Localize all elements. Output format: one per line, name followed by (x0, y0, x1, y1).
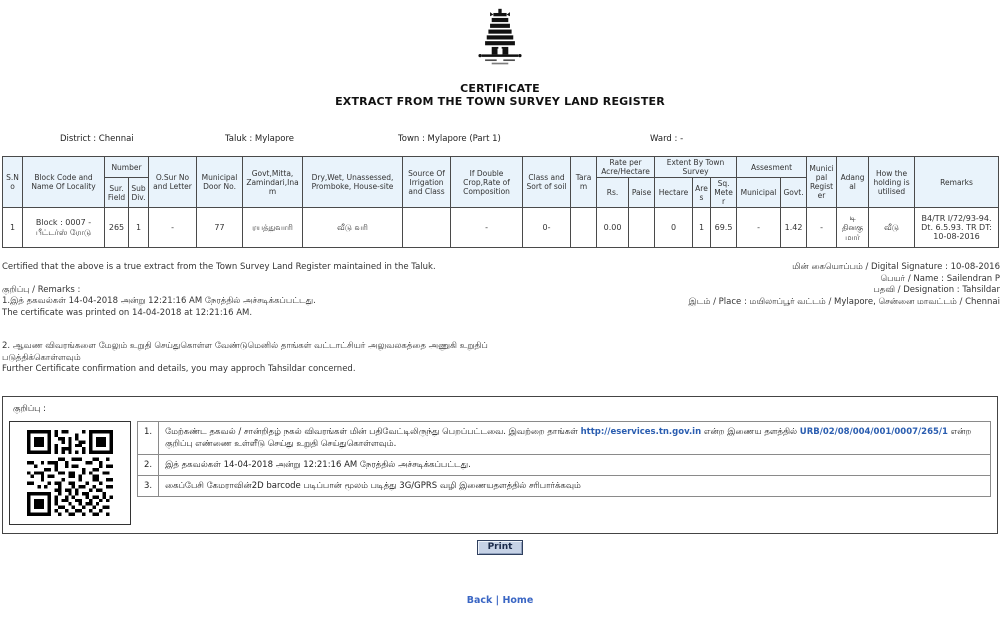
signatory-place-line: இடம் / Place : மயிலாப்பூர் வட்டம் / Mylapore, சென்னை மாவட்டம் / Chennai (688, 296, 1000, 307)
col-header-extent: Extent By Town Survey (655, 157, 737, 178)
cell-adangal (837, 208, 869, 248)
col-header-rate: Rate per Acre/Hectare (597, 157, 655, 178)
cell-adangal-line1: டி (849, 212, 856, 222)
cell-paise (629, 208, 655, 248)
cell-remarks: B4/TR I/72/93-94. Dt. 6.5.93. TR DT: 10-08-2016 (915, 208, 999, 248)
note-1-part3: என்ற குறிப்பு எண்ணை உள்ளீடு செய்து உறுதி செய்துகொள்ளவும். (165, 426, 972, 449)
cell-mun-register: - (807, 208, 837, 248)
cell-sub-div: 1 (129, 208, 149, 248)
nav-separator: | (495, 594, 500, 606)
col-header-block: Block Code and Name Of Locality (23, 157, 105, 208)
cell-dry: வீடு வரி (303, 208, 403, 248)
signature-block (689, 262, 1000, 308)
note-1-part1: மேற்கண்ட தகவல் / சான்றிதழ் நகல் விவரங்கள் மின் பதிவேட்டிலிருந்து பெறப்பட்டவை. இவற்றை தாங்கள் (165, 426, 581, 437)
col-header-paise: Paise (629, 178, 655, 208)
nav-links (0, 595, 1000, 606)
col-header-number: Number (105, 157, 149, 178)
cell-adangal-line2: தினகுமார் (841, 222, 864, 242)
cell-govt2: 1.42 (781, 208, 807, 248)
home-link[interactable]: Home (502, 594, 534, 606)
page-header (0, 8, 1000, 66)
notes-box (2, 396, 998, 534)
qr-code-frame (9, 421, 131, 525)
cell-block-line2: பீட்டர்ஸ் ரோடு (35, 227, 92, 237)
col-header-sur-field: Sur. Field (105, 178, 129, 208)
remarks-label: குறிப்பு / Remarks : (2, 284, 81, 295)
col-header-govt2: Govt. (781, 178, 807, 208)
cell-govt: ரயத்துவாரி (243, 208, 303, 248)
cell-sno: 1 (3, 208, 23, 248)
confirm-note-english: Further Certificate confirmation and details, you may approch Tahsildar concerned. (2, 364, 356, 374)
town-value: Town : Mylapore (Part 1) (398, 134, 501, 144)
eservices-url-link[interactable]: http://eservices.tn.gov.in (580, 426, 702, 437)
cell-osur: - (149, 208, 197, 248)
print-row (0, 540, 1000, 555)
certification-section (0, 262, 1000, 376)
cell-block-line1: Block : 0007 - (35, 217, 92, 227)
cell-block (23, 208, 105, 248)
certificate-title: CERTIFICATE (460, 82, 540, 95)
col-header-govt: Govt,Mitta, Zamindari,Inam (243, 157, 303, 208)
qr-code (27, 427, 113, 519)
certificate-subtitle: EXTRACT FROM THE TOWN SURVEY LAND REGISTER (335, 95, 665, 108)
col-header-adangal: Adangal (837, 157, 869, 208)
tn-government-emblem (475, 8, 525, 66)
back-link[interactable]: Back (466, 594, 493, 606)
signatory-designation-line: பதவி / Designation : Tahsildar (873, 285, 1000, 295)
col-header-sub-div: Sub Div. (129, 178, 149, 208)
district-value: District : Chennai (60, 134, 134, 144)
note-2-number: 2. (138, 454, 159, 475)
table-row (3, 208, 999, 248)
notes-title: குறிப்பு : (13, 403, 47, 414)
col-header-irrigation: Source Of Irrigation and Class (403, 157, 451, 208)
col-header-soil: Class and Sort of soil (523, 157, 571, 208)
notes-list (137, 421, 991, 497)
cell-municipal: - (737, 208, 781, 248)
cell-rs: 0.00 (597, 208, 629, 248)
cell-soil: 0- (523, 208, 571, 248)
cell-door: 77 (197, 208, 243, 248)
note-row-3 (138, 475, 991, 496)
cell-double-crop: - (451, 208, 523, 248)
cell-irrigation (403, 208, 451, 248)
col-header-mun-register: Municipal Register (807, 157, 837, 208)
note-1-text (159, 421, 991, 454)
col-header-taram: Taram (571, 157, 597, 208)
printed-note-english: The certificate was printed on 14-04-2018 at 12:21:16 AM. (2, 307, 253, 318)
ward-value: Ward : - (650, 134, 684, 144)
cell-sur-field: 265 (105, 208, 129, 248)
certified-statement: Certified that the above is a true extract from the Town Survey Land Register maintained in the Taluk. (2, 262, 436, 272)
location-meta-row (0, 134, 1000, 146)
note-1-number: 1. (138, 421, 159, 454)
col-header-osur: O.Sur No and Letter (149, 157, 197, 208)
land-register-table (2, 156, 999, 248)
col-header-dry: Dry,Wet, Unassessed, Promboke, House-site (303, 157, 403, 208)
note-3-number: 3. (138, 475, 159, 496)
col-header-assessment: Assesment (737, 157, 807, 178)
col-header-hectare: Hectare (655, 178, 693, 208)
col-header-remarks: Remarks (915, 157, 999, 208)
col-header-sqm: Sq. Meter (711, 178, 737, 208)
cell-holding: வீடு (869, 208, 915, 248)
cell-taram (571, 208, 597, 248)
print-button[interactable]: Print (477, 540, 524, 555)
col-header-holding: How the holding is utilised (869, 157, 915, 208)
note-row-1 (138, 421, 991, 454)
cell-ares: 1 (693, 208, 711, 248)
note-row-2 (138, 454, 991, 475)
col-header-sno: S.No (3, 157, 23, 208)
note-3-text: கைப்பேசி கேமராவின்2D barcode படிப்பான் மூலம் படித்து 3G/GPRS வழி இணையதளத்தில் சரிபார்க்கவும் (159, 475, 991, 496)
col-header-double-crop: If Double Crop,Rate of Composition (451, 157, 523, 208)
confirm-note-tamil-1: 2. ஆவண விவரங்களை மேலும் உறுதி செய்துகொள்ள வேண்டுமெனில் தாங்கள் வட்டாட்சியர் அலுவலகத்தை அணுகி உறுதிப் (2, 341, 488, 351)
col-header-ares: Ares (693, 178, 711, 208)
taluk-value: Taluk : Mylapore (225, 134, 295, 144)
cell-sqm: 69.5 (711, 208, 737, 248)
confirm-note-tamil-2: படுத்திக்கொள்ளவும் (2, 352, 81, 363)
printed-note-tamil: 1.இத் தகவல்கள் 14-04-2018 அன்று 12:21:16 AM நேரத்தில் அச்சடிக்கப்பட்டது. (2, 296, 316, 306)
digital-signature-line: மின் கையொப்பம் / Digital Signature : 10-08-2016 (792, 262, 1000, 272)
signatory-name-line: பெயர் / Name : Sailendran P (880, 273, 1000, 284)
reference-number: URB/02/08/004/001/0007/265/1 (799, 426, 948, 437)
cell-hectare: 0 (655, 208, 693, 248)
note-1-part2: என்ற இணைய தளத்தில் (701, 426, 800, 437)
col-header-door: Municipal Door No. (197, 157, 243, 208)
col-header-rs: Rs. (597, 178, 629, 208)
note-2-text: இத் தகவல்கள் 14-04-2018 அன்று 12:21:16 AM நேரத்தில் அச்சடிக்கப்பட்டது. (159, 454, 991, 475)
col-header-municipal: Municipal (737, 178, 781, 208)
